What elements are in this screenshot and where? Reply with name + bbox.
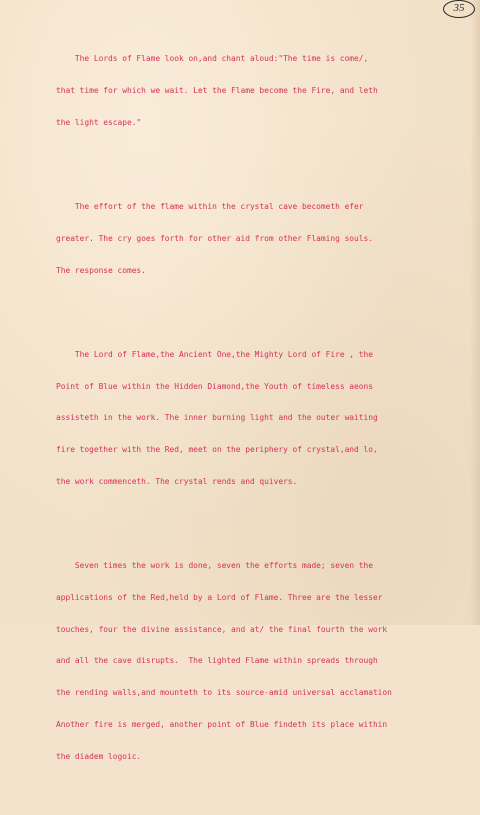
text-line: The Lords of Flame look on,and chant aloud:"The time is come/, [56,54,369,64]
text-line: The response comes. [56,265,146,275]
text-line: Seven times the work is done, seven the efforts made; seven the [56,561,373,571]
text-line: fire together with the Red, meet on the periphery of crystal,and lo, [56,445,378,455]
document-body [56,12,476,815]
paragraph-2 [56,181,476,298]
text-line: and all the cave disrupts. The lighted Flame within spreads through [56,656,378,666]
text-line: assisteth in the work. The inner burning light and the outer waiting [56,413,378,423]
text-line: applications of the Red,held by a Lord of Flame. Three are the lesser [56,592,383,602]
text-line: that time for which we wait. Let the Flame become the Fire, and leth [56,86,378,96]
text-line: greater. The cry goes forth for other aid from other Flaming souls. [56,233,373,243]
text-line: The Lord of Flame,the Ancient One,the Mighty Lord of Fire , the [56,349,373,359]
text-line: the work commenceth. The crystal rends and quivers. [56,476,298,486]
text-line: the diadem logoic. [56,751,142,761]
text-line: touches, four the divine assistance, and at/ the final fourth the work [56,624,388,634]
text-line: the rending walls,and mounteth to its source-amid universal acclamation [56,688,392,698]
text-line: the light escape." [56,117,142,127]
text-line: The effort of the flame within the crystal cave becometh efer [56,202,364,212]
text-line: Point of Blue within the Hidden Diamond,the Youth of timeless aeons [56,381,373,391]
page-number: 35 [443,0,475,18]
paragraph-4 [56,540,476,784]
paragraph-3 [56,329,476,509]
text-line: Another fire is merged, another point of Blue findeth its place within [56,720,388,729]
paragraph-1 [56,33,476,150]
